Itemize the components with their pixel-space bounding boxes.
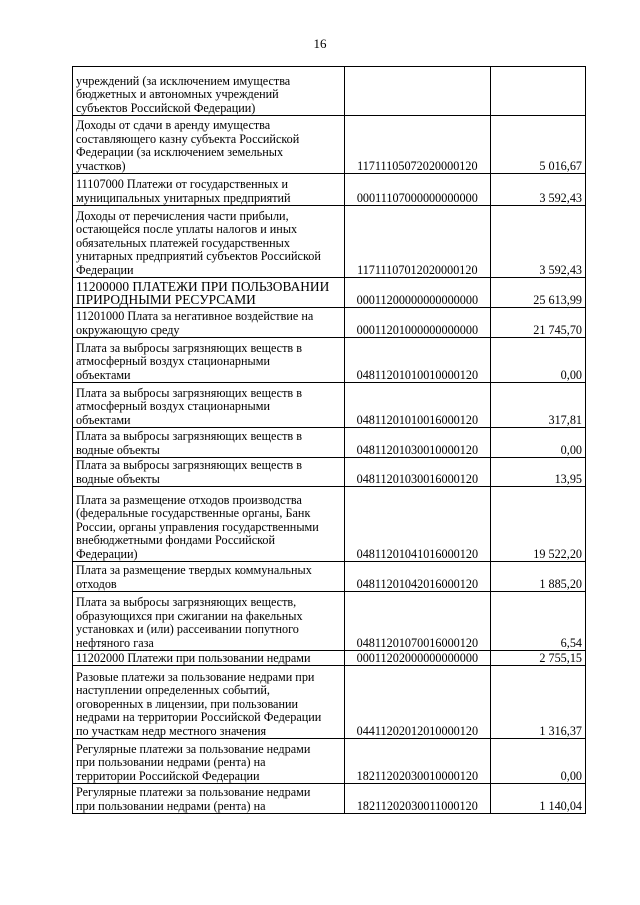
table-row — [73, 487, 586, 562]
revenue-name: Плата за размещение отходов производства (федеральные государственные органы, Банк России, органы управления государственными внебюджетными фондами Российской Федерации) — [76, 492, 319, 561]
table-row — [73, 308, 586, 338]
revenue-name-cell — [73, 487, 345, 562]
revenue-name-cell — [73, 592, 345, 651]
budget-revenue-table — [72, 66, 586, 814]
table-row — [73, 428, 586, 458]
revenue-name: Плата за выбросы загрязняющих веществ в водные объекты — [76, 458, 302, 486]
revenue-name-cell — [73, 458, 345, 487]
amount-cell: 21 745,70 — [490, 308, 585, 338]
budget-code-cell: 04811201030010000120 — [345, 428, 491, 458]
revenue-name-cell — [73, 562, 345, 592]
amount-cell: 2 755,15 — [490, 651, 585, 666]
revenue-name-cell — [73, 116, 345, 174]
revenue-name: Плата за выбросы загрязняющих веществ в водные объекты — [76, 429, 302, 457]
revenue-name: Плата за выбросы загрязняющих веществ в атмосферный воздух стационарными объектами — [76, 340, 302, 382]
page-number: 16 — [313, 36, 327, 51]
table-row — [73, 383, 586, 428]
budget-code-cell — [345, 67, 491, 116]
budget-code-cell: 04811201070016000120 — [345, 592, 491, 651]
amount-cell: 1 316,37 — [490, 666, 585, 739]
budget-code-cell: 11711105072020000120 — [345, 116, 491, 174]
revenue-name: 11200000 ПЛАТЕЖИ ПРИ ПОЛЬЗОВАНИИ ПРИРОДНЫМИ РЕСУРСАМИ — [76, 278, 330, 308]
revenue-name-cell — [73, 338, 345, 383]
amount-cell: 19 522,20 — [490, 487, 585, 562]
revenue-name: Плата за выбросы загрязняющих веществ, образующихся при сжигании на факельных установках и (или) рассеивании попутного нефтяного газа — [76, 595, 303, 650]
budget-code-cell: 04811201010010000120 — [345, 338, 491, 383]
revenue-name: 11202000 Платежи при пользовании недрами — [76, 650, 311, 665]
budget-code-cell: 00011202000000000000 — [345, 651, 491, 666]
budget-code-cell: 04811201042016000120 — [345, 562, 491, 592]
revenue-name-cell — [73, 67, 345, 116]
table-row — [73, 666, 586, 739]
amount-cell: 1 885,20 — [490, 562, 585, 592]
amount-cell — [490, 67, 585, 116]
table-row — [73, 67, 586, 116]
table-row — [73, 739, 586, 784]
amount-cell: 0,00 — [490, 338, 585, 383]
table-row — [73, 116, 586, 174]
budget-code-cell: 04811201010016000120 — [345, 383, 491, 428]
amount-cell: 5 016,67 — [490, 116, 585, 174]
table-row — [73, 651, 586, 666]
amount-cell: 0,00 — [490, 428, 585, 458]
revenue-name: Разовые платежи за пользование недрами при наступлении определенных событий, оговоренных в лицензии, при пользовании недрами на территории Российской Федерации по участкам недр местного значения — [76, 669, 322, 738]
amount-cell: 3 592,43 — [490, 174, 585, 206]
revenue-name-cell — [73, 206, 345, 278]
amount-cell: 0,00 — [490, 739, 585, 784]
revenue-name-cell — [73, 784, 345, 814]
revenue-name: учреждений (за исключением имущества бюджетных и автономных учреждений субъектов Российской Федерации) — [76, 73, 291, 115]
revenue-name-cell — [73, 383, 345, 428]
table-row — [73, 278, 586, 308]
revenue-name-cell — [73, 666, 345, 739]
table-row — [73, 458, 586, 487]
budget-code-cell: 11711107012020000120 — [345, 206, 491, 278]
amount-cell: 317,81 — [490, 383, 585, 428]
revenue-name: Регулярные платежи за пользование недрами при пользовании недрами (рента) на территории Российской Федерации — [76, 741, 311, 783]
table-row — [73, 784, 586, 814]
amount-cell: 3 592,43 — [490, 206, 585, 278]
amount-cell: 1 140,04 — [490, 784, 585, 814]
amount-cell: 25 613,99 — [490, 278, 585, 308]
budget-code-cell: 04411202012010000120 — [345, 666, 491, 739]
table-row — [73, 206, 586, 278]
table-row — [73, 592, 586, 651]
revenue-name: 11107000 Платежи от государственных и муниципальных унитарных предприятий — [76, 177, 291, 205]
revenue-name-cell — [73, 174, 345, 206]
revenue-name: Регулярные платежи за пользование недрами при пользовании недрами (рента) на — [76, 785, 311, 813]
budget-code-cell: 00011201000000000000 — [345, 308, 491, 338]
table-row — [73, 338, 586, 383]
budget-code-cell: 00011200000000000000 — [345, 278, 491, 308]
revenue-name-cell — [73, 739, 345, 784]
revenue-name: Плата за размещение твердых коммунальных отходов — [76, 563, 312, 591]
budget-code-cell: 00011107000000000000 — [345, 174, 491, 206]
revenue-name-cell — [73, 651, 345, 666]
revenue-name: Плата за выбросы загрязняющих веществ в атмосферный воздух стационарными объектами — [76, 385, 302, 427]
revenue-name: 11201000 Плата за негативное воздействие на окружающую среду — [76, 309, 314, 337]
table-row — [73, 562, 586, 592]
table-body — [73, 67, 586, 814]
table-row — [73, 174, 586, 206]
revenue-name-cell — [73, 278, 345, 308]
budget-code-cell: 04811201041016000120 — [345, 487, 491, 562]
amount-cell: 13,95 — [490, 458, 585, 487]
budget-code-cell: 18211202030010000120 — [345, 739, 491, 784]
budget-code-cell: 04811201030016000120 — [345, 458, 491, 487]
amount-cell: 6,54 — [490, 592, 585, 651]
revenue-name: Доходы от сдачи в аренду имущества составляющего казну субъекта Российской Федерации (за исключением земельных участков) — [76, 118, 300, 173]
revenue-name-cell — [73, 428, 345, 458]
budget-code-cell: 18211202030011000120 — [345, 784, 491, 814]
revenue-name: Доходы от перечисления части прибыли, остающейся после уплаты налогов и иных обязательных платежей государственных унитарных предприятий субъектов Российской Федерации — [76, 208, 321, 277]
revenue-name-cell — [73, 308, 345, 338]
